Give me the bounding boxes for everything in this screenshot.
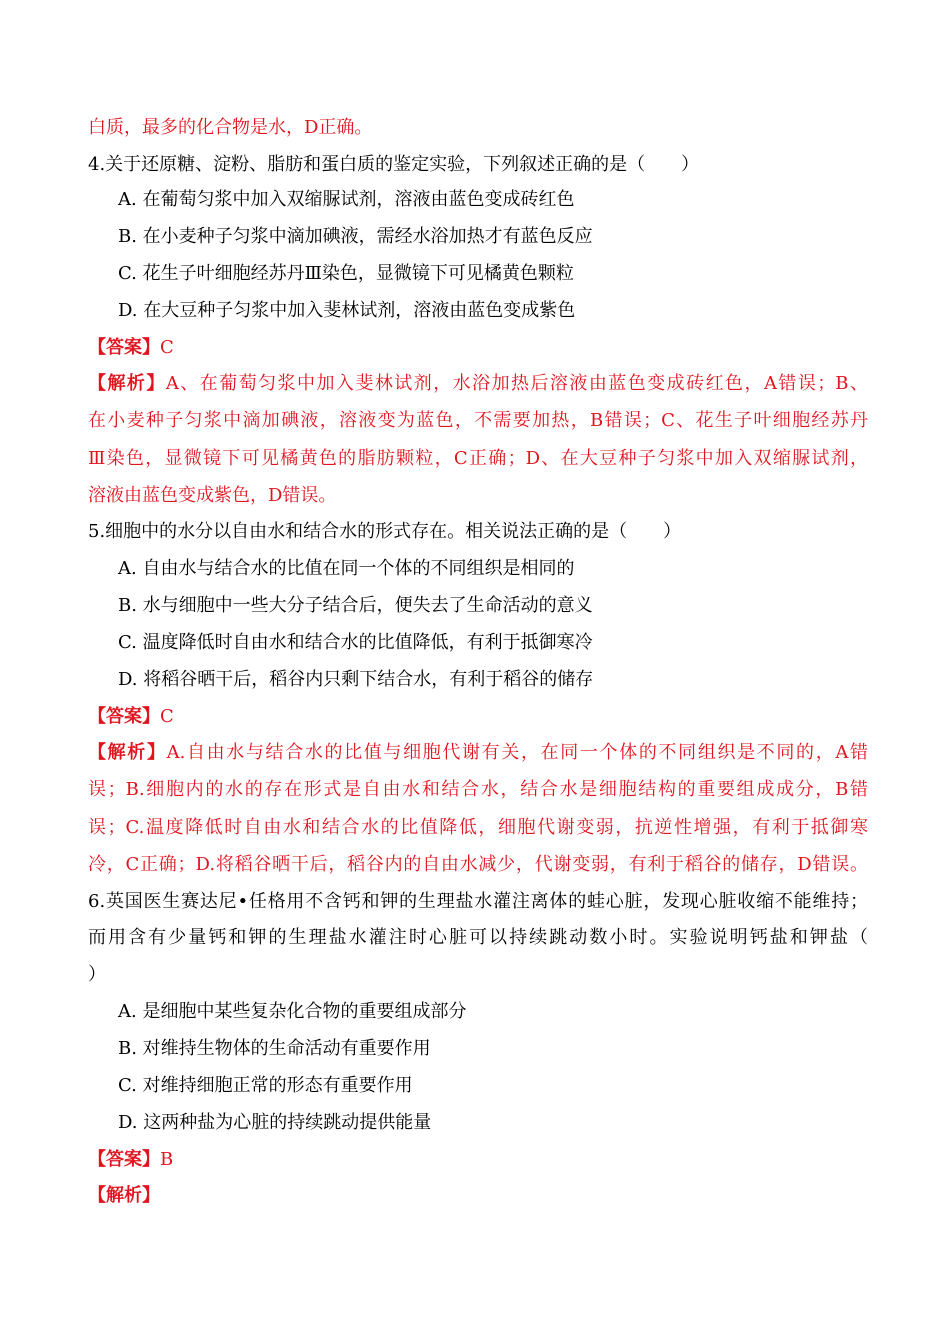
question-6-option-a: A. 是细胞中某些复杂化合物的重要组成部分 (118, 1001, 467, 1022)
analysis-label: 【解析】 (88, 373, 166, 394)
question-5-option-b: B. 水与细胞中一些大分子结合后，便失去了生命活动的意义 (118, 595, 593, 616)
question-6-stem-line-2: 而用含有少量钙和钾的生理盐水灌注时心脏可以持续跳动数小时。实验说明钙盐和钾盐（ (88, 927, 868, 948)
answer-value: B (160, 1149, 174, 1170)
question-6-answer (88, 1148, 868, 1172)
question-6-option-c: C. 对维持细胞正常的形态有重要作用 (118, 1075, 413, 1096)
answer-label: 【答案】 (88, 706, 160, 727)
question-5-analysis-line-4: 冷，C正确；D.将稻谷晒干后，稻谷内的自由水减少，代谢变弱，有利于稻谷的储存，D错误。 (88, 854, 868, 875)
answer-label: 【答案】 (88, 1149, 160, 1170)
question-5-analysis-line-2: 误；B.细胞内的水的存在形式是自由水和结合水，结合水是细胞结构的重要组成成分，B错 (88, 779, 868, 800)
analysis-label: 【解析】 (88, 742, 167, 763)
answer-label: 【答案】 (88, 337, 160, 358)
question-6-option-d: D. 这两种盐为心脏的持续跳动提供能量 (118, 1112, 432, 1133)
question-4-option-c: C. 花生子叶细胞经苏丹Ⅲ染色，显微镜下可见橘黄色颗粒 (118, 263, 574, 284)
question-4-analysis-line-3: Ⅲ染色，显微镜下可见橘黄色的脂肪颗粒，C正确；D、在大豆种子匀浆中加入双缩脲试剂， (88, 448, 868, 469)
question-6-stem-line-1: 6.英国医生赛达尼•任格用不含钙和钾的生理盐水灌注离体的蛙心脏，发现心脏收缩不能维持； (88, 891, 868, 912)
analysis-text: A.自由水与结合水的比值与细胞代谢有关，在同一个体的不同组织是不同的，A错 (166, 742, 868, 763)
question-6-option-b: B. 对维持生物体的生命活动有重要作用 (118, 1038, 431, 1059)
question-5-answer (88, 705, 868, 729)
analysis-text: A、在葡萄匀浆中加入斐林试剂，水浴加热后溶液由蓝色变成砖红色，A错误；B、 (165, 373, 868, 394)
question-4-analysis-line-2: 在小麦种子匀浆中滴加碘液，溶液变为蓝色，不需要加热，B错误；C、花生子叶细胞经苏丹 (88, 410, 868, 431)
question-5-option-c: C. 温度降低时自由水和结合水的比值降低，有利于抵御寒冷 (118, 632, 593, 653)
question-4-analysis-line-1 (88, 372, 868, 396)
question-6-analysis-label: 【解析】 (88, 1185, 160, 1206)
question-4-option-a: A. 在葡萄匀浆中加入双缩脲试剂，溶液由蓝色变成砖红色 (118, 189, 575, 210)
question-5-stem: 5.细胞中的水分以自由水和结合水的形式存在。相关说法正确的是（ ） (88, 521, 682, 542)
previous-analysis-fragment: 白质，最多的化合物是水，D正确。 (88, 117, 373, 138)
question-4-option-d: D. 在大豆种子匀浆中加入斐林试剂，溶液由蓝色变成紫色 (118, 300, 576, 321)
question-5-analysis-line-1 (88, 741, 868, 765)
question-4-option-b: B. 在小麦种子匀浆中滴加碘液，需经水浴加热才有蓝色反应 (118, 226, 593, 247)
question-4-answer (88, 336, 868, 360)
question-5-option-d: D. 将稻谷晒干后，稻谷内只剩下结合水，有利于稻谷的储存 (118, 669, 594, 690)
question-5-analysis-line-3: 误；C.温度降低时自由水和结合水的比值降低，细胞代谢变弱，抗逆性增强，有利于抵御寒 (88, 817, 868, 838)
question-4-analysis-line-4: 溶液由蓝色变成紫色，D错误。 (88, 485, 337, 506)
question-4-stem: 4.关于还原糖、淀粉、脂肪和蛋白质的鉴定实验，下列叙述正确的是（ ） (88, 154, 700, 175)
answer-value: C (160, 706, 174, 727)
question-6-stem-line-3: ） (88, 964, 106, 985)
answer-value: C (160, 337, 174, 358)
question-5-option-a: A. 自由水与结合水的比值在同一个体的不同组织是相同的 (118, 558, 575, 579)
